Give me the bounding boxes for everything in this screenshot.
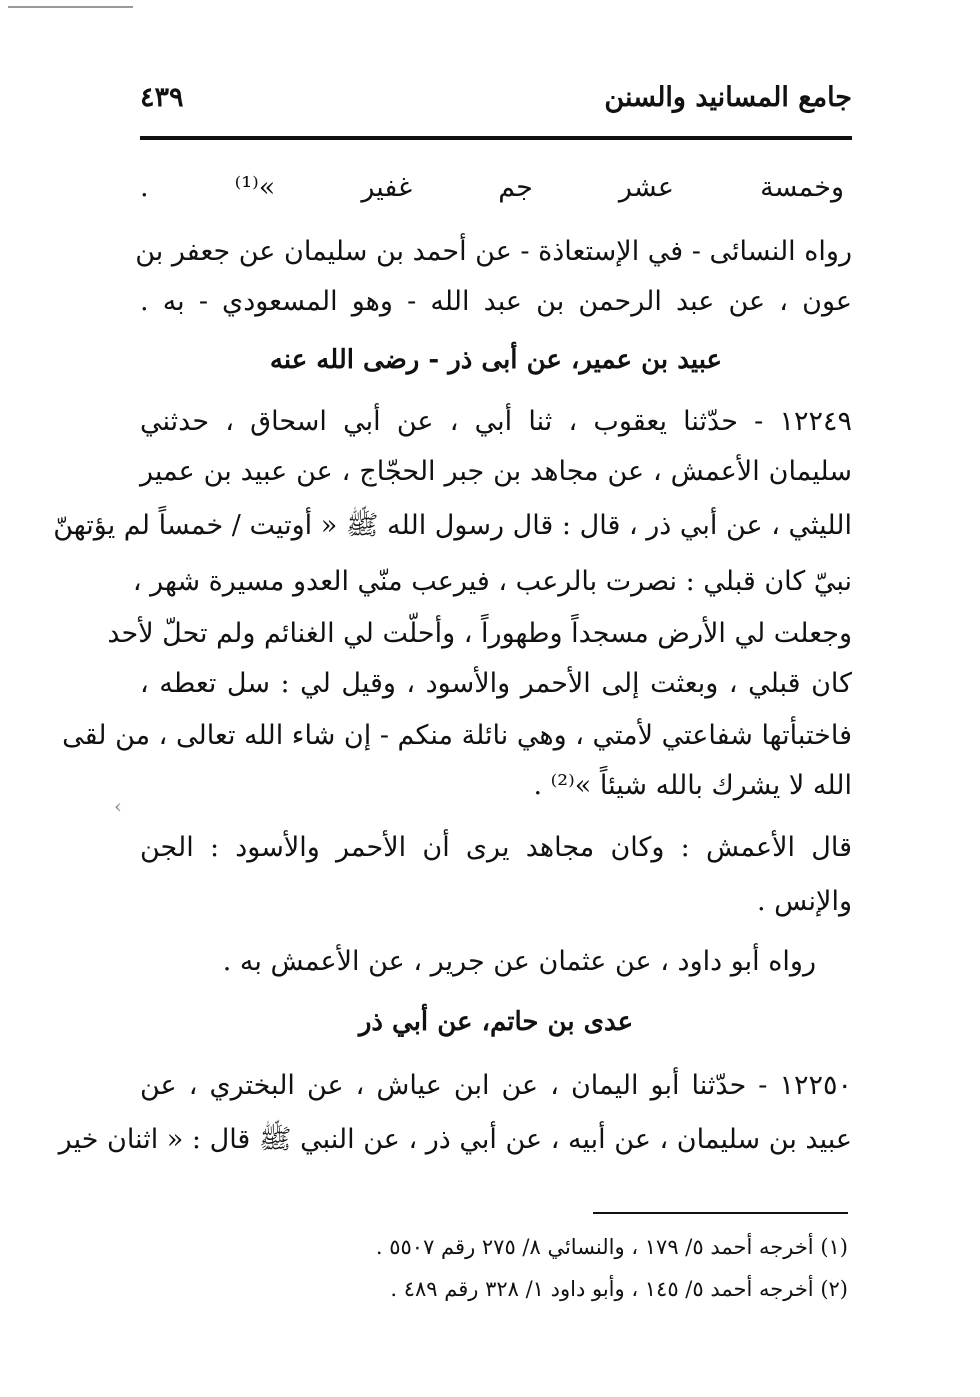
text-line: سليمان الأعمش ، عن مجاهد بن جبر الحجّاج ، عن عبيد بن عمير <box>140 456 852 487</box>
text-line: والإنس . <box>756 886 852 917</box>
header-rule <box>140 136 852 140</box>
text-line: فاختبأتها شفاعتي لأمتي ، وهي نائلة منكم - إن شاء الله تعالى ، من لقى <box>62 720 852 751</box>
text-line: عبيد بن سليمان ، عن أبيه ، عن أبي ذر ، عن النبي ﷺ قال : « اثنان خير <box>58 1124 852 1155</box>
text-line: الليثي ، عن أبي ذر ، قال : قال رسول الله ﷺ « أوتيت / خمساً لم يؤتهنّ <box>53 510 852 541</box>
text-line: عون ، عن عبد الرحمن بن عبد الله - وهو المسعودي - به . <box>140 286 853 317</box>
text-line: ١٢٢٥٠ - حدّثنا أبو اليمان ، عن ابن عياش ، عن البختري ، عن <box>140 1070 852 1101</box>
scan-edge-mark <box>8 6 133 8</box>
section-heading: عبيد بن عمير، عن أبى ذر - رضى الله عنه <box>269 345 723 375</box>
text-line: ١٢٢٤٩ - حدّثنا يعقوب ، ثنا أبي ، عن أبي اسحاق ، حدثني <box>140 406 852 437</box>
text-line: قال الأعمش : وكان مجاهد يرى أن الأحمر والأسود : الجن <box>140 832 852 863</box>
footnote-rule <box>593 1212 848 1214</box>
text-line: كان قبلي ، وبعثت إلى الأحمر والأسود ، وقيل لي : سل تعطه ، <box>140 668 852 699</box>
section-heading: عدى بن حاتم، عن أبي ذر <box>358 1007 634 1037</box>
margin-mark: ‹ <box>114 794 122 818</box>
text-line: نبيّ كان قبلي : نصرت بالرعب ، فيرعب منّي العدو مسيرة شهر ، <box>132 566 852 597</box>
running-header <box>140 82 852 132</box>
footnote: (٢) أخرجه أحمد ٥/ ١٤٥ ، وأبو داود ١/ ٣٢٨ رقم ٤٨٩ . <box>390 1277 848 1301</box>
text-line: رواه النسائى - في الإستعاذة - عن أحمد بن سليمان عن جعفر بن <box>135 236 852 267</box>
text-line: وخمسة عشر جم غفير »⁽¹⁾ . <box>140 172 844 203</box>
header-title: جامع المسانيد والسنن <box>604 82 852 113</box>
page-number: ٤٣٩ <box>140 82 184 113</box>
text-line: رواه أبو داود ، عن عثمان عن جرير ، عن الأعمش به . <box>222 946 816 977</box>
footnote: (١) أخرجه أحمد ٥/ ١٧٩ ، والنسائي ٨/ ٢٧٥ رقم ٥٥٠٧ . <box>375 1235 848 1259</box>
text-line: وجعلت لي الأرض مسجداً وطهوراً ، وأحلّت لي الغنائم ولم تحلّ لأحد <box>107 618 852 649</box>
text-line: الله لا يشرك بالله شيئاً »⁽²⁾ . <box>533 770 852 801</box>
